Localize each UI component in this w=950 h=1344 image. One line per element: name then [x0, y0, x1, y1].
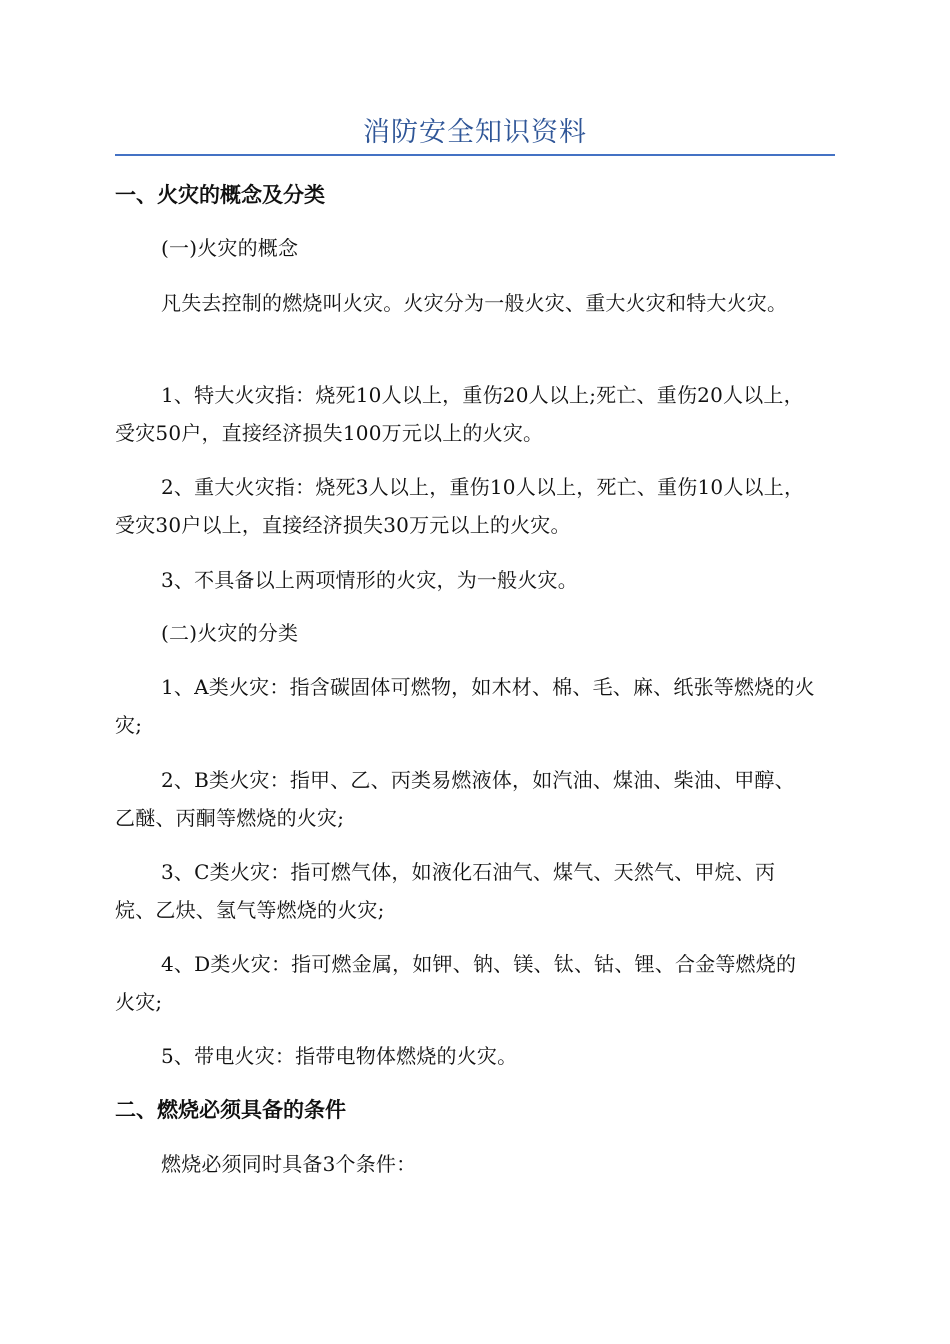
subheading-1: (一)火灾的概念 — [161, 236, 299, 260]
document-title: 消防安全知识资料 — [363, 117, 587, 148]
paragraph-serious-fire: 2、重大火灾指：烧死3人以上，重伤10人以上，死亡、重伤10人以上，受灾30户以上，直接经济损失30万元以上的火灾。 — [115, 475, 805, 537]
section-heading-2: 二、燃烧必须具备的条件 — [115, 1098, 346, 1122]
paragraph-class-b: 2、B类火灾：指甲、乙、丙类易燃液体，如汽油、煤油、柴油、甲醇、乙醚、丙酮等燃烧的火灾; — [115, 768, 795, 830]
paragraph-major-fire: 1、特大火灾指：烧死10人以上，重伤20人以上;死亡、重伤20人以上，受灾50户，直接经济损失100万元以上的火灾。 — [115, 383, 804, 445]
paragraph-combustion-conditions: 燃烧必须同时具备3个条件： — [161, 1152, 417, 1176]
paragraph-class-d: 4、D类火灾：指可燃金属，如钾、钠、镁、钛、钴、锂、合金等燃烧的火灾; — [115, 952, 797, 1014]
title-underline — [115, 154, 835, 156]
paragraph-electrical-fire: 5、带电火灾：指带电物体燃烧的火灾。 — [161, 1044, 518, 1068]
paragraph-general-fire: 3、不具备以上两项情形的火灾，为一般火灾。 — [161, 568, 578, 592]
paragraph-fire-definition: 凡失去控制的燃烧叫火灾。火灾分为一般火灾、重大火灾和特大火灾。 — [161, 291, 788, 315]
subheading-2: (二)火灾的分类 — [161, 621, 299, 645]
paragraph-class-c: 3、C类火灾：指可燃气体，如液化石油气、煤气、天然气、甲烷、丙烷、乙炔、氢气等燃烧的火灾; — [115, 860, 776, 922]
paragraph-class-a: 1、A类火灾：指含碳固体可燃物，如木材、棉、毛、麻、纸张等燃烧的火灾; — [115, 675, 815, 737]
section-heading-1: 一、火灾的概念及分类 — [115, 183, 325, 207]
